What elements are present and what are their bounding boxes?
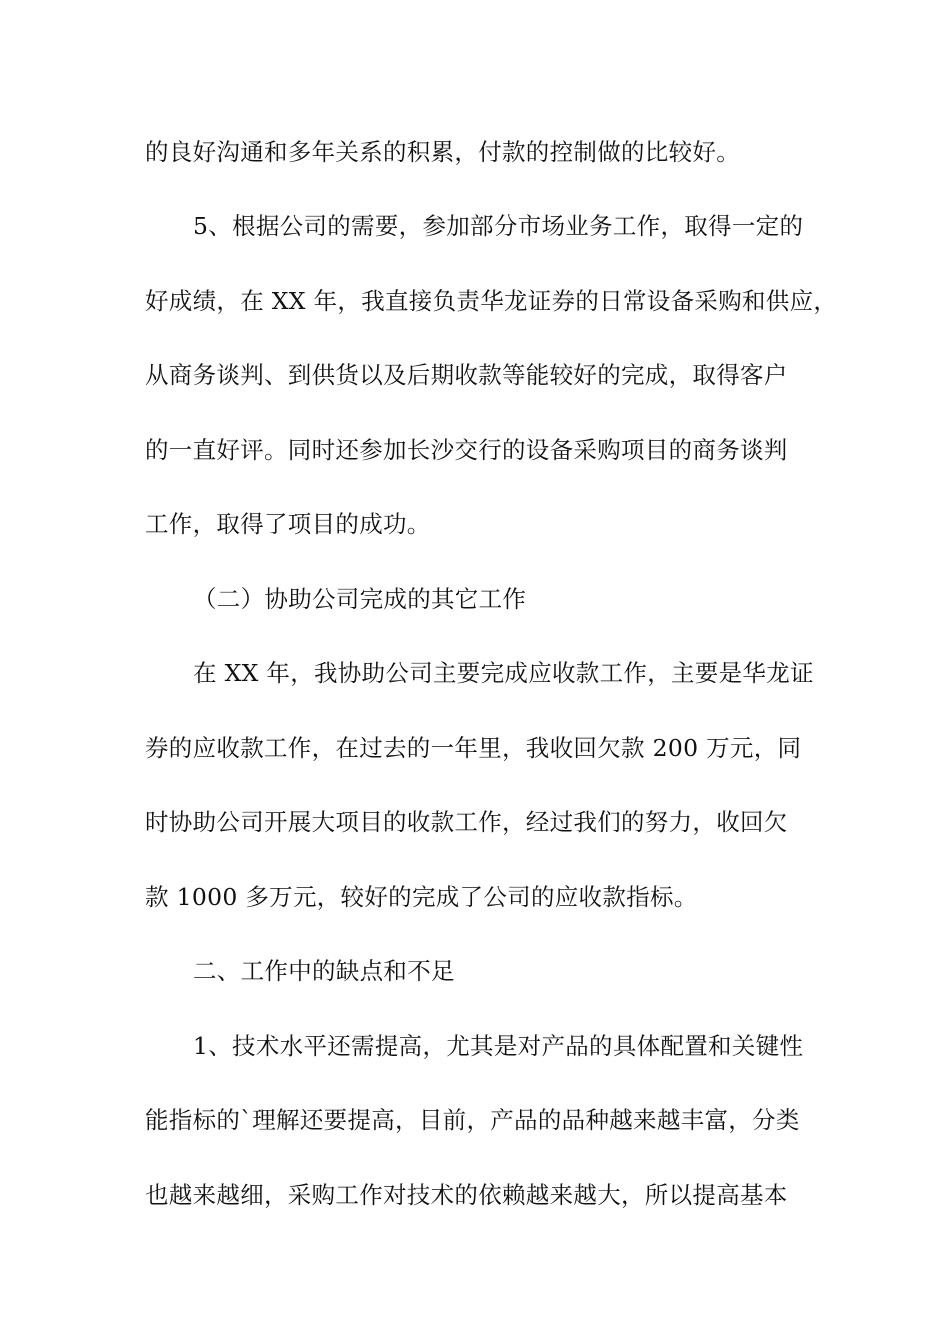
- text-line: 券的应收款工作，在过去的一年里，我收回欠款 200 万元，同: [145, 734, 802, 762]
- section-heading: 二、工作中的缺点和不足: [193, 957, 455, 985]
- text-line: 的良好沟通和多年关系的积累，付款的控制做的比较好。: [145, 138, 740, 166]
- text-line: 1、技术水平还需提高，尤其是对产品的具体配置和关键性: [193, 1032, 804, 1060]
- text-line: 好成绩，在 XX 年，我直接负责华龙证券的日常设备采购和供应，: [145, 287, 838, 315]
- text-line: 能指标的`理解还要提高，目前，产品的品种越来越丰富，分类: [145, 1106, 800, 1134]
- text-line: 从商务谈判、到供货以及后期收款等能较好的完成，取得客户: [145, 361, 788, 389]
- text-line: 5、根据公司的需要，参加部分市场业务工作，取得一定的: [193, 212, 804, 240]
- text-line: 也越来越细，采购工作对技术的依赖越来越大，所以提高基本: [145, 1181, 788, 1209]
- text-line: 的一直好评。同时还参加长沙交行的设备采购项目的商务谈判: [145, 436, 788, 464]
- text-line: 款 1000 多万元，较好的完成了公司的应收款指标。: [145, 883, 698, 911]
- section-heading: （二）协助公司完成的其它工作: [193, 585, 527, 613]
- text-line: 时协助公司开展大项目的收款工作，经过我们的努力，收回欠: [145, 808, 788, 836]
- text-line: 工作，取得了项目的成功。: [145, 510, 431, 538]
- text-line: 在 XX 年，我协助公司主要完成应收款工作，主要是华龙证: [193, 659, 814, 687]
